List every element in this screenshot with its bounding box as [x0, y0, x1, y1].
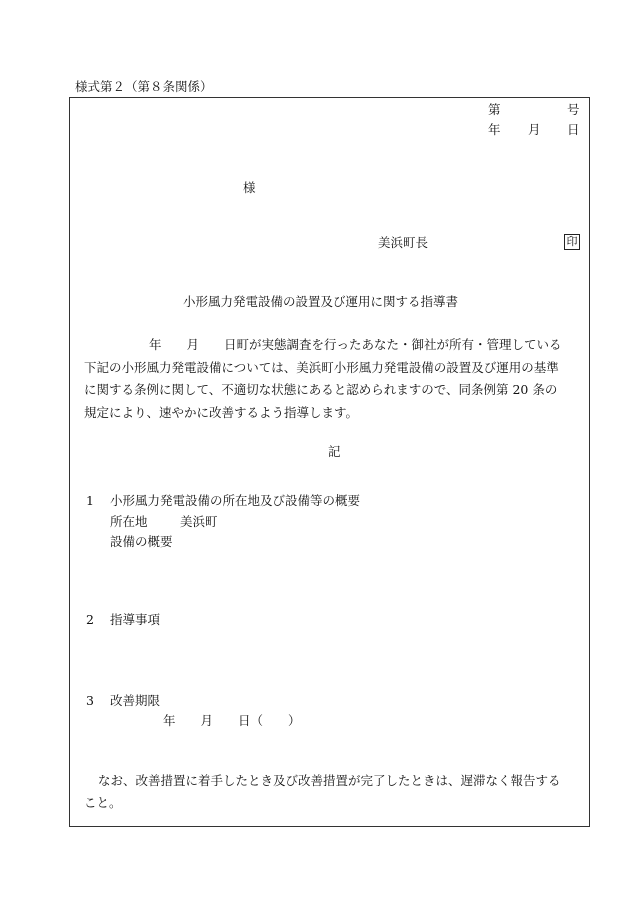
ki-heading: 記 — [328, 444, 341, 459]
body-line: 下記の小形風力発電設備については、美浜町小形風力発電設備の設置及び運用の基準 — [84, 359, 559, 375]
body-line: 年 月 日町が実態調査を行ったあなた・御社が所有・管理している — [149, 337, 562, 352]
item-2-heading: 指導事項 — [110, 612, 161, 627]
document-title: 小形風力発電設備の設置及び運用に関する指導書 — [183, 294, 459, 309]
item-3-heading: 改善期限 — [110, 693, 161, 708]
item-1-heading: 小形風力発電設備の所在地及び設備等の概要 — [110, 493, 361, 508]
equipment-label: 設備の概要 — [110, 534, 173, 549]
deadline-date-line: 年 月 日（ ） — [163, 713, 301, 728]
location-value: 美浜町 — [180, 514, 218, 529]
notice-line: なお、改善措置に着手したとき及び改善措置が完了したときは、遅滞なく報告する — [98, 773, 561, 788]
notice-line: こと。 — [84, 795, 122, 810]
seal-stamp: 印 — [564, 234, 580, 250]
issuer-name: 美浜町長 — [378, 235, 429, 250]
item-1-number: 1 — [86, 493, 94, 508]
addressee-suffix: 様 — [243, 180, 256, 195]
date-year: 年 — [488, 122, 501, 137]
item-3-number: 3 — [86, 693, 94, 708]
notice-paragraph — [84, 770, 582, 814]
location-label: 所在地 — [110, 514, 148, 529]
number-prefix: 第 — [488, 102, 501, 117]
date-day: 日 — [567, 122, 580, 137]
body-line: に関する条例に関して、不適切な状態にあると認められますので、同条例第 20 条の — [84, 382, 558, 397]
item-2-number: 2 — [86, 612, 94, 627]
date-month: 月 — [528, 122, 541, 137]
body-paragraph — [84, 334, 582, 424]
document-frame — [69, 97, 590, 827]
number-suffix: 号 — [567, 102, 580, 117]
body-line: 規定により、速やかに改善するよう指導します。 — [84, 404, 359, 420]
form-label: 様式第２（第８条関係） — [75, 79, 213, 94]
